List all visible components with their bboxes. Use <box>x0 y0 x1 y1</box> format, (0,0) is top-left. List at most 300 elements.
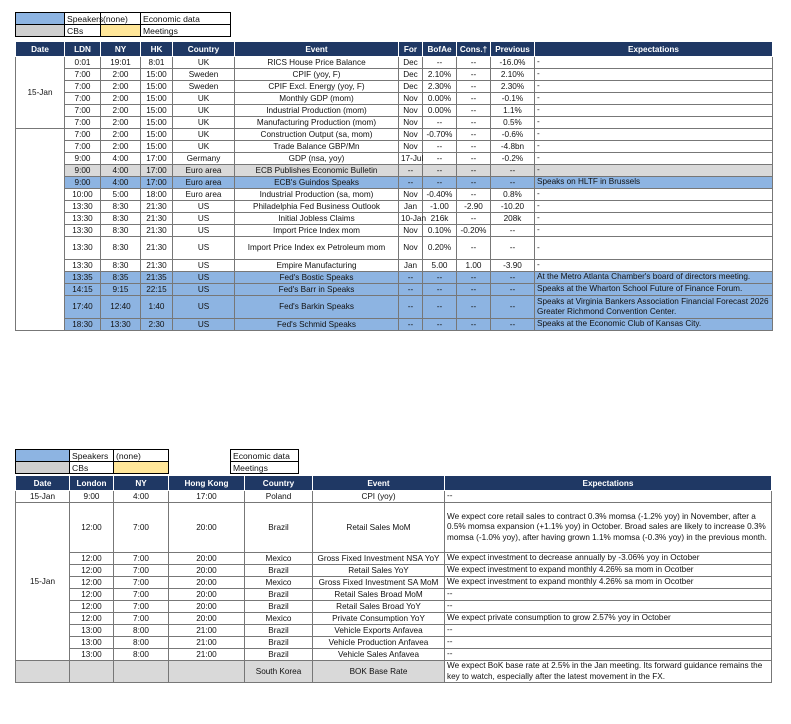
table-row <box>16 117 773 129</box>
country: Mexico <box>245 553 313 565</box>
bofa-estimate: 0.10% <box>423 225 457 237</box>
london-time: 12:00 <box>70 565 114 577</box>
period: Nov <box>399 237 423 260</box>
ny-time: 8:30 <box>101 237 141 260</box>
table-row <box>16 105 773 117</box>
legend-economic: Economic data <box>141 13 231 25</box>
table-row <box>16 503 772 553</box>
legend-1 <box>15 12 231 37</box>
hk-time: 21:00 <box>169 625 245 637</box>
expectation: Speaks on HLTF in Brussels <box>535 177 773 189</box>
ldn-time: 13:30 <box>65 260 101 272</box>
consensus: -- <box>457 177 491 189</box>
ldn-time: 7:00 <box>65 69 101 81</box>
bofa-estimate: 0.20% <box>423 237 457 260</box>
expectation: We expect investment to expand monthly 4.26% sa mom in Ocotber <box>445 565 772 577</box>
event-name: Manufacturing Production (mom) <box>235 117 399 129</box>
hk-time: 18:00 <box>141 189 173 201</box>
column-header: Country <box>173 42 235 57</box>
table-row <box>16 649 772 661</box>
legend-swatch-meetings <box>114 462 169 474</box>
ny-time: 4:00 <box>101 153 141 165</box>
previous: 1.1% <box>491 105 535 117</box>
expectation: We expect investment to expand monthly 4.26% sa mom in Ocotber <box>445 577 772 589</box>
table-row <box>16 57 773 69</box>
expectation: -- <box>445 625 772 637</box>
table-row <box>16 177 773 189</box>
column-header: For <box>399 42 423 57</box>
bofa-estimate: -0.40% <box>423 189 457 201</box>
previous: 0.8% <box>491 189 535 201</box>
column-header: LDN <box>65 42 101 57</box>
event-name: Fed's Barkin Speaks <box>235 296 399 319</box>
country: US <box>173 213 235 225</box>
ny-time: 2:00 <box>101 141 141 153</box>
table-header-row <box>16 42 773 57</box>
previous: -16.0% <box>491 57 535 69</box>
previous: -- <box>491 319 535 331</box>
consensus: -- <box>457 141 491 153</box>
hk-time: 8:01 <box>141 57 173 69</box>
bofa-estimate: -- <box>423 177 457 189</box>
period: Nov <box>399 225 423 237</box>
london-time <box>70 661 114 683</box>
table-row <box>16 601 772 613</box>
bofa-estimate: 2.30% <box>423 81 457 93</box>
previous: -0.1% <box>491 93 535 105</box>
consensus: -- <box>457 57 491 69</box>
hk-time: 20:00 <box>169 565 245 577</box>
ny-time <box>114 661 169 683</box>
legend-cbs: CBs <box>70 462 114 474</box>
table-row <box>16 625 772 637</box>
event-name: Construction Output (sa, mom) <box>235 129 399 141</box>
table-row <box>16 565 772 577</box>
ny-time: 8:30 <box>101 213 141 225</box>
period: Jan <box>399 260 423 272</box>
expectation: -- <box>445 491 772 503</box>
column-header: Date <box>16 42 65 57</box>
hk-time: 21:00 <box>169 649 245 661</box>
ny-time: 2:00 <box>101 81 141 93</box>
ny-time: 7:00 <box>114 565 169 577</box>
ny-time: 7:00 <box>114 553 169 565</box>
period: Nov <box>399 93 423 105</box>
london-time: 12:00 <box>70 503 114 553</box>
expectation: - <box>535 141 773 153</box>
legend-none: (none) <box>114 450 169 462</box>
expectation: - <box>535 189 773 201</box>
hk-time: 17:00 <box>141 153 173 165</box>
legend-economic: Economic data <box>231 450 299 462</box>
ldn-time: 18:30 <box>65 319 101 331</box>
bofa-estimate: -- <box>423 141 457 153</box>
expectation: -- <box>445 637 772 649</box>
previous: 2.10% <box>491 69 535 81</box>
ny-time: 13:30 <box>101 319 141 331</box>
previous: -0.6% <box>491 129 535 141</box>
country: UK <box>173 105 235 117</box>
london-time: 13:00 <box>70 649 114 661</box>
ny-time: 2:00 <box>101 105 141 117</box>
event-name: Industrial Production (mom) <box>235 105 399 117</box>
event-name: Gross Fixed Investment NSA YoY <box>313 553 445 565</box>
legend-meetings: Meetings <box>141 25 231 37</box>
event-name: CPIF Excl. Energy (yoy, F) <box>235 81 399 93</box>
ny-time: 7:00 <box>114 577 169 589</box>
event-name: Gross Fixed Investment SA MoM <box>313 577 445 589</box>
event-name: Trade Balance GBP/Mn <box>235 141 399 153</box>
table-header-row <box>16 476 772 491</box>
table-row <box>16 213 773 225</box>
country: Brazil <box>245 565 313 577</box>
country: US <box>173 284 235 296</box>
country: US <box>173 260 235 272</box>
country: South Korea <box>245 661 313 683</box>
ny-time: 8:30 <box>101 201 141 213</box>
ny-time: 19:01 <box>101 57 141 69</box>
period: Nov <box>399 189 423 201</box>
country: Brazil <box>245 601 313 613</box>
bofa-estimate: -1.00 <box>423 201 457 213</box>
hk-time: 20:00 <box>169 589 245 601</box>
consensus: -- <box>457 237 491 260</box>
expectation: - <box>535 57 773 69</box>
expectation: -- <box>445 601 772 613</box>
country: Sweden <box>173 69 235 81</box>
bofa-estimate: -- <box>423 284 457 296</box>
london-time: 12:00 <box>70 613 114 625</box>
country: Euro area <box>173 189 235 201</box>
previous: -- <box>491 296 535 319</box>
table-row <box>16 141 773 153</box>
ldn-time: 7:00 <box>65 117 101 129</box>
ldn-time: 17:40 <box>65 296 101 319</box>
consensus: -- <box>457 81 491 93</box>
ny-time: 8:30 <box>101 225 141 237</box>
table-row <box>16 284 773 296</box>
table-row <box>16 201 773 213</box>
event-name: Fed's Schmid Speaks <box>235 319 399 331</box>
hk-time: 20:00 <box>169 503 245 553</box>
country: Poland <box>245 491 313 503</box>
country: Brazil <box>245 589 313 601</box>
bofa-estimate: -- <box>423 165 457 177</box>
table-row <box>16 296 773 319</box>
expectation: -- <box>445 649 772 661</box>
event-name: ECB's Guindos Speaks <box>235 177 399 189</box>
table-row <box>16 613 772 625</box>
bofa-estimate: -- <box>423 117 457 129</box>
table-row <box>16 661 772 683</box>
column-header: Previous <box>491 42 535 57</box>
ny-time: 7:00 <box>114 589 169 601</box>
ldn-time: 13:30 <box>65 225 101 237</box>
expectation: - <box>535 165 773 177</box>
expectation: Speaks at the Wharton School Future of Finance Forum. <box>535 284 773 296</box>
ldn-time: 13:30 <box>65 201 101 213</box>
column-header: Expectations <box>445 476 772 491</box>
ldn-time: 13:30 <box>65 213 101 225</box>
ny-time: 2:00 <box>101 69 141 81</box>
country: UK <box>173 57 235 69</box>
column-header: Hong Kong <box>169 476 245 491</box>
country: US <box>173 296 235 319</box>
period: -- <box>399 296 423 319</box>
london-time: 12:00 <box>70 577 114 589</box>
consensus: -- <box>457 319 491 331</box>
previous: 0.5% <box>491 117 535 129</box>
event-name: Import Price Index ex Petroleum mom <box>235 237 399 260</box>
london-time: 12:00 <box>70 589 114 601</box>
table-row <box>16 577 772 589</box>
table-row <box>16 491 772 503</box>
ny-time: 4:00 <box>114 491 169 503</box>
event-name: Retail Sales YoY <box>313 565 445 577</box>
table-row <box>16 129 773 141</box>
previous: 2.30% <box>491 81 535 93</box>
ny-time: 5:00 <box>101 189 141 201</box>
column-header: HK <box>141 42 173 57</box>
country: Euro area <box>173 177 235 189</box>
ny-time: 7:00 <box>114 613 169 625</box>
date-cell <box>16 129 65 331</box>
bofa-estimate: 0.00% <box>423 93 457 105</box>
period: Jan <box>399 201 423 213</box>
ldn-time: 10:00 <box>65 189 101 201</box>
event-name: ECB Publishes Economic Bulletin <box>235 165 399 177</box>
previous: -- <box>491 284 535 296</box>
country: US <box>173 319 235 331</box>
column-header: NY <box>101 42 141 57</box>
ldn-time: 13:35 <box>65 272 101 284</box>
london-time: 13:00 <box>70 625 114 637</box>
bofa-estimate: -- <box>423 319 457 331</box>
legend-cbs: CBs <box>65 25 101 37</box>
event-name: Industrial Production (sa, mom) <box>235 189 399 201</box>
ldn-time: 9:00 <box>65 165 101 177</box>
column-header: Event <box>313 476 445 491</box>
event-name: RICS House Price Balance <box>235 57 399 69</box>
expectation: Speaks at the Economic Club of Kansas City. <box>535 319 773 331</box>
previous: -- <box>491 225 535 237</box>
table-row <box>16 637 772 649</box>
consensus: -- <box>457 284 491 296</box>
ny-time: 4:00 <box>101 165 141 177</box>
column-header: Cons.† <box>457 42 491 57</box>
expectation: At the Metro Atlanta Chamber's board of directors meeting. <box>535 272 773 284</box>
table-row <box>16 69 773 81</box>
country: UK <box>173 93 235 105</box>
country: US <box>173 272 235 284</box>
table-row <box>16 153 773 165</box>
expectation: - <box>535 237 773 260</box>
consensus: -- <box>457 93 491 105</box>
hk-time <box>169 661 245 683</box>
hk-time: 21:00 <box>169 637 245 649</box>
period: -- <box>399 165 423 177</box>
hk-time: 2:30 <box>141 319 173 331</box>
country: US <box>173 201 235 213</box>
period: Nov <box>399 141 423 153</box>
hk-time: 15:00 <box>141 117 173 129</box>
consensus: 1.00 <box>457 260 491 272</box>
hk-time: 17:00 <box>169 491 245 503</box>
country: US <box>173 225 235 237</box>
expectation: - <box>535 117 773 129</box>
event-name: Import Price Index mom <box>235 225 399 237</box>
date-cell: 15-Jan <box>16 503 70 661</box>
country: UK <box>173 117 235 129</box>
hk-time: 21:30 <box>141 201 173 213</box>
event-name: Philadelphia Fed Business Outlook <box>235 201 399 213</box>
period: Dec <box>399 57 423 69</box>
hk-time: 21:30 <box>141 237 173 260</box>
expectation: - <box>535 153 773 165</box>
hk-time: 17:00 <box>141 177 173 189</box>
country: Germany <box>173 153 235 165</box>
country: Brazil <box>245 625 313 637</box>
expectation: - <box>535 129 773 141</box>
bofa-estimate: -- <box>423 272 457 284</box>
expectation: - <box>535 260 773 272</box>
legend-swatch-meetings <box>101 25 141 37</box>
ldn-time: 9:00 <box>65 153 101 165</box>
expectation: - <box>535 213 773 225</box>
table-row <box>16 319 773 331</box>
table-row <box>16 165 773 177</box>
consensus: -- <box>457 117 491 129</box>
expectation: - <box>535 69 773 81</box>
date-cell: 15-Jan <box>16 491 70 503</box>
column-header: Event <box>235 42 399 57</box>
legend-2 <box>15 449 299 474</box>
bofa-estimate: 216k <box>423 213 457 225</box>
column-header: Date <box>16 476 70 491</box>
expectation: - <box>535 201 773 213</box>
hk-time: 17:00 <box>141 165 173 177</box>
event-name: Retail Sales Broad YoY <box>313 601 445 613</box>
column-header: Country <box>245 476 313 491</box>
event-name: CPIF (yoy, F) <box>235 69 399 81</box>
legend-swatch-cbs <box>16 462 70 474</box>
previous: -0.2% <box>491 153 535 165</box>
ldn-time: 13:30 <box>65 237 101 260</box>
consensus: -- <box>457 296 491 319</box>
ldn-time: 7:00 <box>65 105 101 117</box>
hk-time: 20:00 <box>169 601 245 613</box>
legend-meetings: Meetings <box>231 462 299 474</box>
hk-time: 15:00 <box>141 105 173 117</box>
london-time: 9:00 <box>70 491 114 503</box>
bofa-estimate: 2.10% <box>423 69 457 81</box>
period: Dec <box>399 69 423 81</box>
bofa-estimate: -- <box>423 296 457 319</box>
hk-time: 15:00 <box>141 129 173 141</box>
hk-time: 20:00 <box>169 553 245 565</box>
hk-time: 20:00 <box>169 613 245 625</box>
country: Mexico <box>245 577 313 589</box>
ny-time: 2:00 <box>101 129 141 141</box>
period: 10-Jan <box>399 213 423 225</box>
ny-time: 2:00 <box>101 117 141 129</box>
event-name: Fed's Barr in Speaks <box>235 284 399 296</box>
ny-time: 8:35 <box>101 272 141 284</box>
period: 17-Jul <box>399 153 423 165</box>
consensus: -0.20% <box>457 225 491 237</box>
column-header: NY <box>114 476 169 491</box>
country: Brazil <box>245 637 313 649</box>
table-row <box>16 237 773 260</box>
expectation: - <box>535 225 773 237</box>
ldn-time: 0:01 <box>65 57 101 69</box>
consensus: -- <box>457 69 491 81</box>
table-row <box>16 260 773 272</box>
country: UK <box>173 141 235 153</box>
ny-time: 8:00 <box>114 625 169 637</box>
ny-time: 2:00 <box>101 93 141 105</box>
hk-time: 1:40 <box>141 296 173 319</box>
period: -- <box>399 284 423 296</box>
hk-time: 21:30 <box>141 225 173 237</box>
london-time: 13:00 <box>70 637 114 649</box>
consensus: -- <box>457 105 491 117</box>
ldn-time: 9:00 <box>65 177 101 189</box>
event-name: GDP (nsa, yoy) <box>235 153 399 165</box>
bofa-estimate: -- <box>423 57 457 69</box>
country: UK <box>173 129 235 141</box>
legend-speakers: Speakers <box>70 450 114 462</box>
country: Mexico <box>245 613 313 625</box>
period: -- <box>399 272 423 284</box>
london-time: 12:00 <box>70 553 114 565</box>
period: Dec <box>399 81 423 93</box>
period: Nov <box>399 117 423 129</box>
legend-swatch-speakers <box>16 13 65 25</box>
hk-time: 22:15 <box>141 284 173 296</box>
expectation: We expect core retail sales to contract 0.3% momsa (-1.2% yoy) in November, after a 0.5% momsa expansion (+1.1% yoy) in October. Broad sales are likely to increase 0.3% momsa (-1.0% yoy), after having grown 1.1% momsa (-0.3% yoy) in the previous month. <box>445 503 772 553</box>
period: -- <box>399 319 423 331</box>
expectation: Speaks at Virginia Bankers Association Financial Forecast 2026 Greater Richmond Convention Center. <box>535 296 773 319</box>
expectation: - <box>535 105 773 117</box>
period: Nov <box>399 129 423 141</box>
country: Brazil <box>245 503 313 553</box>
legend-swatch-speakers <box>16 450 70 462</box>
event-name: Empire Manufacturing <box>235 260 399 272</box>
country: Brazil <box>245 649 313 661</box>
hk-time: 21:30 <box>141 260 173 272</box>
bofa-estimate: 0.00% <box>423 105 457 117</box>
consensus: -- <box>457 272 491 284</box>
table-row <box>16 93 773 105</box>
hk-time: 21:35 <box>141 272 173 284</box>
expectation: We expect BoK base rate at 2.5% in the Jan meeting. Its forward guidance remains the key to watch, especially after the latest movement in the FX. <box>445 661 772 683</box>
previous: -- <box>491 272 535 284</box>
bofa-estimate: -0.70% <box>423 129 457 141</box>
country: US <box>173 237 235 260</box>
period: Nov <box>399 105 423 117</box>
column-header: Expectations <box>535 42 773 57</box>
table-row <box>16 189 773 201</box>
hk-time: 20:00 <box>169 577 245 589</box>
london-time: 12:00 <box>70 601 114 613</box>
bofa-estimate: 5.00 <box>423 260 457 272</box>
expectation: We expect private consumption to grow 2.57% yoy in October <box>445 613 772 625</box>
ldn-time: 7:00 <box>65 81 101 93</box>
ny-time: 8:00 <box>114 637 169 649</box>
ldn-time: 14:15 <box>65 284 101 296</box>
expectation: -- <box>445 589 772 601</box>
